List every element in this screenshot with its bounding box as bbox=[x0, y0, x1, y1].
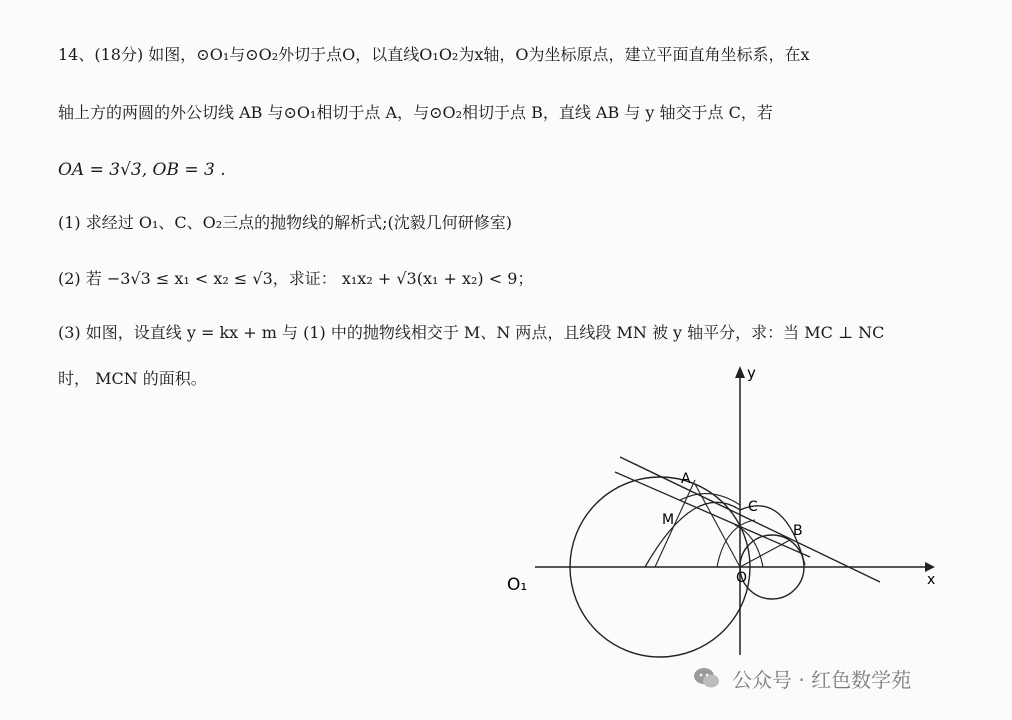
label-c: C bbox=[748, 499, 758, 515]
label-y: y bbox=[747, 364, 756, 382]
geometry-figure bbox=[495, 360, 955, 660]
label-o: O bbox=[736, 570, 748, 586]
problem-given-values: OA = 3√3, OB = 3 . bbox=[58, 160, 226, 180]
label-o1: O₁ bbox=[507, 575, 528, 595]
problem-statement-line-1: 14、(18分) 如图，⊙O₁与⊙O₂外切于点O，以直线O₁O₂为x轴，O为坐标原点，建立平面直角坐标系，在x bbox=[58, 45, 810, 64]
arc-origin-right bbox=[735, 525, 763, 567]
question-3-continued: 时， MCN 的面积。 bbox=[58, 369, 207, 388]
watermark-text: 公众号 · 红色数学苑 bbox=[732, 667, 912, 692]
segment-o1-a bbox=[655, 480, 695, 567]
x-axis-arrow bbox=[925, 562, 935, 572]
label-a: A bbox=[681, 471, 691, 487]
wechat-logo-icon bbox=[692, 663, 722, 693]
question-1: (1) 求经过 O₁、C、O₂三点的抛物线的解析式;(沈毅几何研修室) bbox=[58, 213, 513, 232]
problem-statement-line-2: 轴上方的两圆的外公切线 AB 与⊙O₁相切于点 A，与⊙O₂相切于点 B，直线 AB 与 y 轴交于点 C，若 bbox=[58, 103, 773, 122]
question-3: (3) 如图，设直线 y = kx + m 与 (1) 中的抛物线相交于 M、N 两点，且线段 MN 被 y 轴平分，求：当 MC ⊥ NC bbox=[58, 323, 885, 342]
label-x: x bbox=[927, 572, 936, 588]
question-2: (2) 若 −3√3 ≤ x₁ < x₂ ≤ √3，求证： x₁x₂ + √3(x₁ + x₂) < 9； bbox=[58, 269, 534, 288]
segment-o-a bbox=[695, 484, 740, 567]
line-mn bbox=[615, 472, 810, 557]
watermark bbox=[692, 663, 911, 693]
y-axis-arrow bbox=[735, 366, 745, 378]
label-b: B bbox=[793, 523, 803, 539]
label-m: M bbox=[662, 512, 675, 528]
